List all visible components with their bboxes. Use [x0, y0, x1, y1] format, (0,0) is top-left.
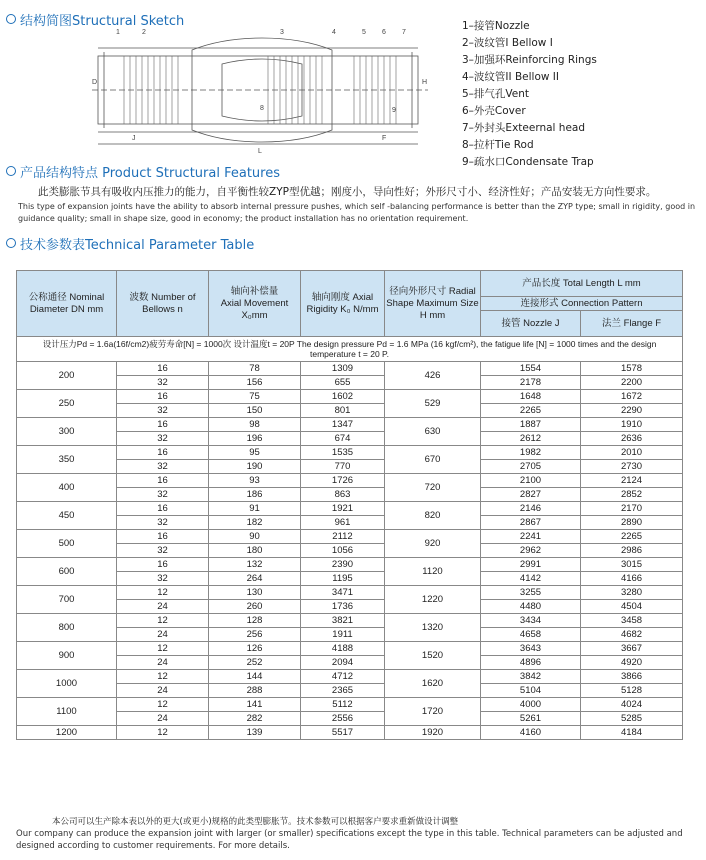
legend-item: 3–加强环Reinforcing Rings [462, 54, 597, 66]
table-cell: 32 [117, 460, 209, 474]
table-cell: 655 [301, 376, 385, 390]
table-cell: 16 [117, 390, 209, 404]
legend-item: 7–外封头Exteernal head [462, 122, 586, 134]
legend-item: 2–波纹管I Bellow I [462, 37, 553, 49]
table-cell: 4188 [301, 642, 385, 656]
table-cell: 32 [117, 488, 209, 502]
table-cell: 5261 [481, 712, 581, 726]
table-cell: 2170 [581, 502, 683, 516]
table-row [17, 698, 683, 712]
table-cell: 770 [301, 460, 385, 474]
table-cell: 182 [209, 516, 301, 530]
table-cell: 426 [385, 362, 481, 390]
table-cell: 3255 [481, 586, 581, 600]
table-cell: 2705 [481, 460, 581, 474]
legend-item: 8–拉杆Tie Rod [462, 139, 534, 151]
table-row [17, 670, 683, 684]
table-cell: 2827 [481, 488, 581, 502]
table-cell: 2265 [481, 404, 581, 418]
table-cell: 630 [385, 418, 481, 446]
table-cell: 2730 [581, 460, 683, 474]
table-cell: 1320 [385, 614, 481, 642]
table-cell: 16 [117, 502, 209, 516]
table-cell: 16 [117, 446, 209, 460]
table-cell: 32 [117, 432, 209, 446]
table-cell: 700 [17, 586, 117, 614]
table-cell: 2178 [481, 376, 581, 390]
table-row [17, 474, 683, 488]
table-cell: 674 [301, 432, 385, 446]
table-cell: 12 [117, 586, 209, 600]
table-cell: 2365 [301, 684, 385, 698]
table-cell: 2890 [581, 516, 683, 530]
table-cell: 1720 [385, 698, 481, 726]
table-cell: 1347 [301, 418, 385, 432]
table-cell: 4024 [581, 698, 683, 712]
table-cell: 820 [385, 502, 481, 530]
table-cell: 250 [17, 390, 117, 418]
table-row [17, 460, 683, 474]
table-cell: 801 [301, 404, 385, 418]
parameter-table [16, 270, 683, 740]
table-cell: 4000 [481, 698, 581, 712]
table-cell: 2962 [481, 544, 581, 558]
table-cell: 4712 [301, 670, 385, 684]
table-row [17, 530, 683, 544]
header-dn: 公称通径 Nominal Diameter DN mm [17, 271, 117, 337]
sketch-label: 9 [392, 107, 396, 114]
table-cell: 2612 [481, 432, 581, 446]
table-cell: 529 [385, 390, 481, 418]
table-cell: 12 [117, 726, 209, 740]
table-cell: 32 [117, 404, 209, 418]
table-cell: 16 [117, 362, 209, 376]
table-row [17, 586, 683, 600]
header-axial: 轴向补偿量 Axial Movement X₀mm [209, 271, 301, 337]
table-cell: 16 [117, 558, 209, 572]
table-cell: 1726 [301, 474, 385, 488]
footer-note-zh: 本公司可以生产除本表以外的更大(或更小)规格的此类型膨胀节。技术参数可以根据客户要求重新做设计调整 [52, 817, 459, 827]
table-cell: 32 [117, 516, 209, 530]
table-cell: 98 [209, 418, 301, 432]
table-row [17, 558, 683, 572]
table-cell: 600 [17, 558, 117, 586]
table-cell: 126 [209, 642, 301, 656]
table-cell: 3458 [581, 614, 683, 628]
table-cell: 670 [385, 446, 481, 474]
table-cell: 12 [117, 698, 209, 712]
table-cell: 4166 [581, 572, 683, 586]
table-cell: 1736 [301, 600, 385, 614]
table-row [17, 418, 683, 432]
table-cell: 4658 [481, 628, 581, 642]
table-cell: 900 [17, 642, 117, 670]
table-cell: 2112 [301, 530, 385, 544]
table-cell: 2094 [301, 656, 385, 670]
table-row [17, 432, 683, 446]
table-cell: 16 [117, 418, 209, 432]
table-cell: 4920 [581, 656, 683, 670]
footer-note-en: Our company can produce the expansion joint with larger (or smaller) specifications except the type in this table. Technical parameters can be adjusted and designed according to customer requirements. For more details. [16, 829, 683, 851]
table-cell: 12 [117, 642, 209, 656]
table-cell: 961 [301, 516, 385, 530]
table-cell: 1648 [481, 390, 581, 404]
table-cell: 16 [117, 530, 209, 544]
header-bellows: 波数 Number of Bellows n [117, 271, 209, 337]
table-cell: 2241 [481, 530, 581, 544]
table-cell: 1578 [581, 362, 683, 376]
table-cell: 2867 [481, 516, 581, 530]
table-cell: 12 [117, 614, 209, 628]
header-rigidity: 轴向刚度 Axial Rigidity K₀ N/mm [301, 271, 385, 337]
table-row [17, 684, 683, 698]
table-cell: 1921 [301, 502, 385, 516]
table-row [17, 488, 683, 502]
sketch-label: 5 [362, 29, 366, 36]
table-cell: 1100 [17, 698, 117, 726]
table-cell: 156 [209, 376, 301, 390]
table-cell: 144 [209, 670, 301, 684]
design-conditions-note: 设计压力Pd = 1.6a(16f/cm2)疲劳寿命[N] = 1000次 设计温度t = 20P The design pressure Pd = 1.6 MPa (16 kgf/cm²), the fatigue life [N] = 1000 times and the design temperature t = 20 P. [17, 337, 683, 362]
table-cell: 800 [17, 614, 117, 642]
table-cell: 3280 [581, 586, 683, 600]
table-cell: 1200 [17, 726, 117, 740]
table-cell: 2100 [481, 474, 581, 488]
table-cell: 288 [209, 684, 301, 698]
table-cell: 450 [17, 502, 117, 530]
table-cell: 1920 [385, 726, 481, 740]
table-cell: 186 [209, 488, 301, 502]
table-cell: 5285 [581, 712, 683, 726]
table-row [17, 446, 683, 460]
table-cell: 1910 [581, 418, 683, 432]
table-cell: 5517 [301, 726, 385, 740]
table-cell: 920 [385, 530, 481, 558]
table-cell: 1000 [17, 670, 117, 698]
table-cell: 252 [209, 656, 301, 670]
header-connection: 连接形式 Connection Pattern [481, 297, 683, 311]
circle-bullet-icon [6, 14, 16, 24]
table-row [17, 502, 683, 516]
table-cell: 75 [209, 390, 301, 404]
table-cell: 720 [385, 474, 481, 502]
table-cell: 180 [209, 544, 301, 558]
table-cell: 1535 [301, 446, 385, 460]
table-cell: 260 [209, 600, 301, 614]
table-cell: 2390 [301, 558, 385, 572]
circle-bullet-icon [6, 166, 16, 176]
table-cell: 24 [117, 712, 209, 726]
table-row [17, 712, 683, 726]
sketch-label: 1 [116, 29, 120, 36]
table-cell: 2636 [581, 432, 683, 446]
table-cell: 3842 [481, 670, 581, 684]
legend-item: 1–接管Nozzle [462, 20, 530, 32]
table-cell: 1887 [481, 418, 581, 432]
table-row [17, 376, 683, 390]
table-cell: 4160 [481, 726, 581, 740]
table-cell: 1602 [301, 390, 385, 404]
table-cell: 4504 [581, 600, 683, 614]
table-row [17, 656, 683, 670]
table-cell: 1309 [301, 362, 385, 376]
table-row [17, 726, 683, 740]
table-cell: 12 [117, 670, 209, 684]
table-cell: 3821 [301, 614, 385, 628]
table-row [17, 572, 683, 586]
table-cell: 2010 [581, 446, 683, 460]
table-cell: 128 [209, 614, 301, 628]
sketch-label: 2 [142, 29, 146, 36]
table-row [17, 516, 683, 530]
table-cell: 150 [209, 404, 301, 418]
table-cell: 1911 [301, 628, 385, 642]
table-cell: 32 [117, 572, 209, 586]
section-title-sketch: 结构简图Structural Sketch [6, 10, 184, 29]
section-title-params: 技术参数表Technical Parameter Table [6, 234, 254, 253]
table-cell: 32 [117, 376, 209, 390]
table-cell: 91 [209, 502, 301, 516]
table-cell: 3471 [301, 586, 385, 600]
table-cell: 350 [17, 446, 117, 474]
table-cell: 282 [209, 712, 301, 726]
legend-item: 9–疏水口Condensate Trap [462, 156, 594, 168]
table-cell: 5128 [581, 684, 683, 698]
table-cell: 78 [209, 362, 301, 376]
table-cell: 93 [209, 474, 301, 488]
table-cell: 2986 [581, 544, 683, 558]
table-cell: 1120 [385, 558, 481, 586]
table-cell: 1056 [301, 544, 385, 558]
component-legend [462, 18, 597, 171]
table-cell: 1520 [385, 642, 481, 670]
table-cell: 400 [17, 474, 117, 502]
legend-item: 4–波纹管II Bellow II [462, 71, 560, 83]
table-cell: 4480 [481, 600, 581, 614]
sketch-label: 3 [280, 29, 284, 36]
sketch-label: 8 [260, 105, 264, 112]
table-cell: 130 [209, 586, 301, 600]
table-row [17, 614, 683, 628]
table-cell: 1195 [301, 572, 385, 586]
table-row [17, 628, 683, 642]
table-cell: 3015 [581, 558, 683, 572]
header-radial: 径向外形尺寸 Radial Shape Maximum Size H mm [385, 271, 481, 337]
circle-bullet-icon [6, 238, 16, 248]
table-cell: 1982 [481, 446, 581, 460]
table-cell: 2200 [581, 376, 683, 390]
table-cell: 3643 [481, 642, 581, 656]
table-cell: 2146 [481, 502, 581, 516]
sketch-label: J [132, 135, 136, 142]
table-cell: 3434 [481, 614, 581, 628]
table-cell: 256 [209, 628, 301, 642]
header-length: 产品长度 Total Length L mm [481, 271, 683, 297]
sketch-label: F [382, 135, 387, 142]
table-cell: 24 [117, 684, 209, 698]
table-cell: 141 [209, 698, 301, 712]
table-cell: 1620 [385, 670, 481, 698]
table-cell: 4682 [581, 628, 683, 642]
table-cell: 300 [17, 418, 117, 446]
table-cell: 95 [209, 446, 301, 460]
legend-item: 5–排气孔Vent [462, 88, 530, 100]
section-title-features: 产品结构特点 Product Structural Features [6, 162, 280, 181]
header-nozzle: 接管 Nozzle J [481, 311, 581, 337]
table-cell: 1220 [385, 586, 481, 614]
table-row [17, 390, 683, 404]
table-cell: 1554 [481, 362, 581, 376]
table-cell: 3866 [581, 670, 683, 684]
table-cell: 3667 [581, 642, 683, 656]
table-cell: 500 [17, 530, 117, 558]
table-row [17, 642, 683, 656]
legend-item: 6–外壳Cover [462, 105, 526, 117]
table-cell: 32 [117, 544, 209, 558]
table-cell: 90 [209, 530, 301, 544]
table-cell: 4896 [481, 656, 581, 670]
table-cell: 5104 [481, 684, 581, 698]
sketch-label: 4 [332, 29, 336, 36]
table-cell: 4184 [581, 726, 683, 740]
table-cell: 2290 [581, 404, 683, 418]
table-cell: 2991 [481, 558, 581, 572]
table-row [17, 362, 683, 376]
table-cell: 139 [209, 726, 301, 740]
table-row [17, 600, 683, 614]
sketch-label: 7 [402, 29, 406, 36]
sketch-label: H [422, 79, 428, 86]
table-cell: 4142 [481, 572, 581, 586]
features-text-en: This type of expansion joints have the ability to absorb internal pressure pushes, which self -balancing performance is better than the ZYP type; small in rigidity, good in guidance quality; small in shape size, good in economy; the product installation has no orientation requirement. [18, 202, 696, 223]
table-cell: 5112 [301, 698, 385, 712]
table-cell: 24 [117, 628, 209, 642]
table-cell: 2556 [301, 712, 385, 726]
table-cell: 190 [209, 460, 301, 474]
table-cell: 2852 [581, 488, 683, 502]
features-text-zh: 此类膨胀节具有吸收内压推力的能力，自平衡性较ZYP型优越；刚度小，导向性好；外形尺寸小、经济性好；产品安装无方向性要求。 [38, 186, 657, 198]
table-cell: 16 [117, 474, 209, 488]
header-flange: 法兰 Flange F [581, 311, 683, 337]
sketch-label: 6 [382, 29, 386, 36]
table-row [17, 544, 683, 558]
table-cell: 24 [117, 600, 209, 614]
table-cell: 863 [301, 488, 385, 502]
table-cell: 2124 [581, 474, 683, 488]
sketch-label: L [258, 148, 262, 155]
table-cell: 24 [117, 656, 209, 670]
structural-sketch [92, 26, 432, 156]
table-cell: 2265 [581, 530, 683, 544]
table-cell: 1672 [581, 390, 683, 404]
table-cell: 264 [209, 572, 301, 586]
sketch-label: D [92, 79, 98, 86]
table-cell: 132 [209, 558, 301, 572]
table-cell: 196 [209, 432, 301, 446]
table-cell: 200 [17, 362, 117, 390]
table-row [17, 404, 683, 418]
